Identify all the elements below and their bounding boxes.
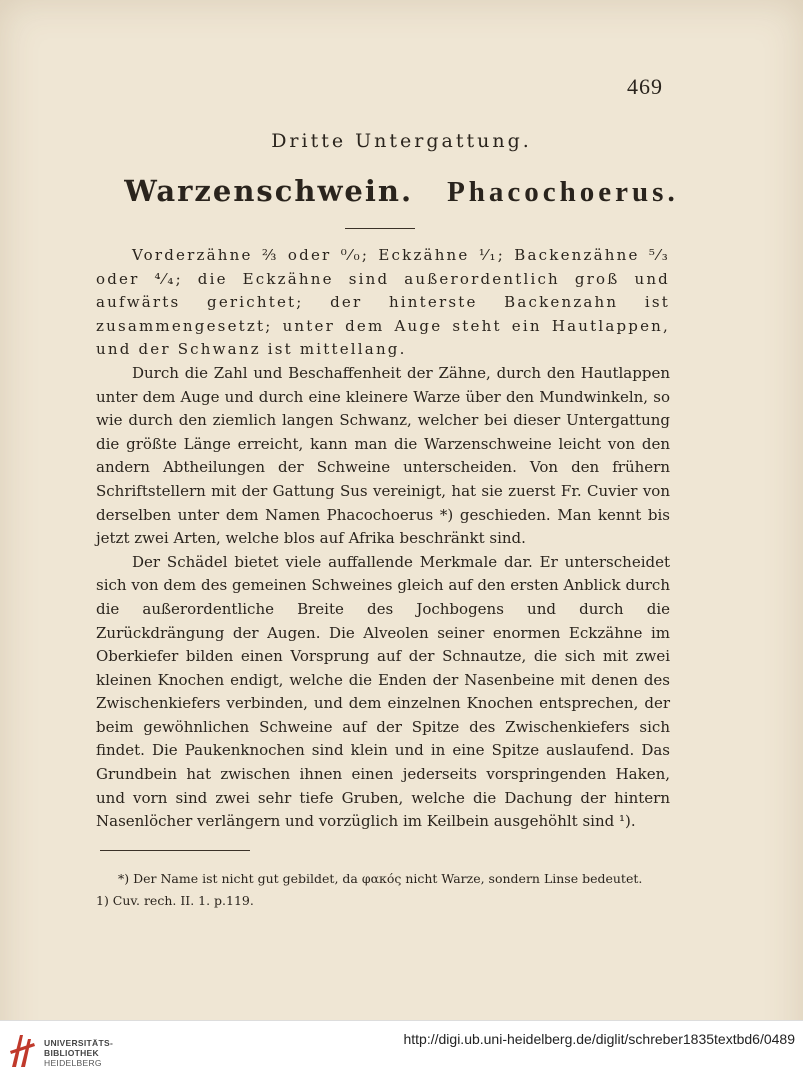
- title-latin: Phacochoerus.: [447, 176, 679, 208]
- library-logo-icon: [8, 1029, 38, 1069]
- library-logo-text: UNIVERSITÄTS- BIBLIOTHEK HEIDELBERG: [44, 1038, 114, 1068]
- body-text: [96, 244, 670, 834]
- footer-bar: [0, 1020, 803, 1078]
- title-divider: [345, 228, 415, 229]
- footnote-reference: 1) Cuv. rech. II. 1. p.119.: [96, 893, 254, 908]
- library-logo[interactable]: [8, 1029, 128, 1073]
- footnotes: [96, 868, 676, 912]
- section-title: [0, 174, 803, 209]
- page-number: 469: [627, 74, 663, 99]
- footnote-divider: [100, 850, 250, 851]
- source-url-link[interactable]: http://digi.ub.uni-heidelberg.de/diglit/schreber1835textbd6/0489: [403, 1031, 795, 1047]
- section-subtitle: Dritte Untergattung.: [271, 130, 532, 152]
- footnote-name: *) Der Name ist nicht gut gebildet, da φακός nicht Warze, sondern Linse bedeutet.: [118, 871, 643, 886]
- paragraph-distinction: Durch die Zahl und Beschaffenheit der Zähne, durch den Hautlappen unter dem Auge und durch eine kleinere Warze über den Mundwinkeln, so wie durch den ziemlich langen Schwanz, welcher bei dieser Untergattung die größte Länge erreicht, kann man die Warzenschweine leicht von den andern Abtheilungen der Schweine unterscheiden. Von den frühern Schriftstellern mit der Gattung Sus vereinigt, hat sie zuerst Fr. Cuvier von derselben unter dem Namen Phacochoerus *) geschieden. Man kennt bis jetzt zwei Arten, welche blos auf Afrika beschränkt sind.: [96, 363, 670, 548]
- title-german: Warzenschwein.: [124, 174, 414, 208]
- paragraph-skull: Der Schädel bietet viele auffallende Merkmale dar. Er unterscheidet sich von dem des gemeinen Schweines gleich auf den ersten Anblick durch die außerordentliche Breite des Jochbogens und durch die Zurückdrängung der Augen. Die Alveolen seiner enormen Eckzähne im Oberkiefer bilden einen Vorsprung auf der Schnautze, die sich mit zwei kleinen Knochen endigt, welche die Enden der Nasenbeine mit denen des Zwischenkiefers verbinden, und dem einzelnen Knochen entsprechen, der beim gewöhnlichen Schweine auf der Spitze des Zwischenkiefers sich findet. Die Paukenknochen sind klein und in eine Spitze auslaufend. Das Grundbein hat zwischen ihnen einen jederseits vorspringenden Haken, und vorn sind zwei sehr tiefe Gruben, welche die Dachung der hintern Nasenlöcher verlängern und vorzüglich im Keilbein ausgehöhlt sind ¹).: [96, 552, 670, 831]
- paragraph-dental-formula: Vorderzähne ⅔ oder ⁰⁄₀; Eckzähne ⅟₁; Backenzähne ⁵⁄₃ oder ⁴⁄₄; die Eckzähne sind außerordentlich groß und aufwärts gerichtet; der hinterste Backenzahn ist zusammengesetzt; unter dem Auge steht ein Hautlappen, und der Schwanz ist mittellang.: [96, 246, 670, 359]
